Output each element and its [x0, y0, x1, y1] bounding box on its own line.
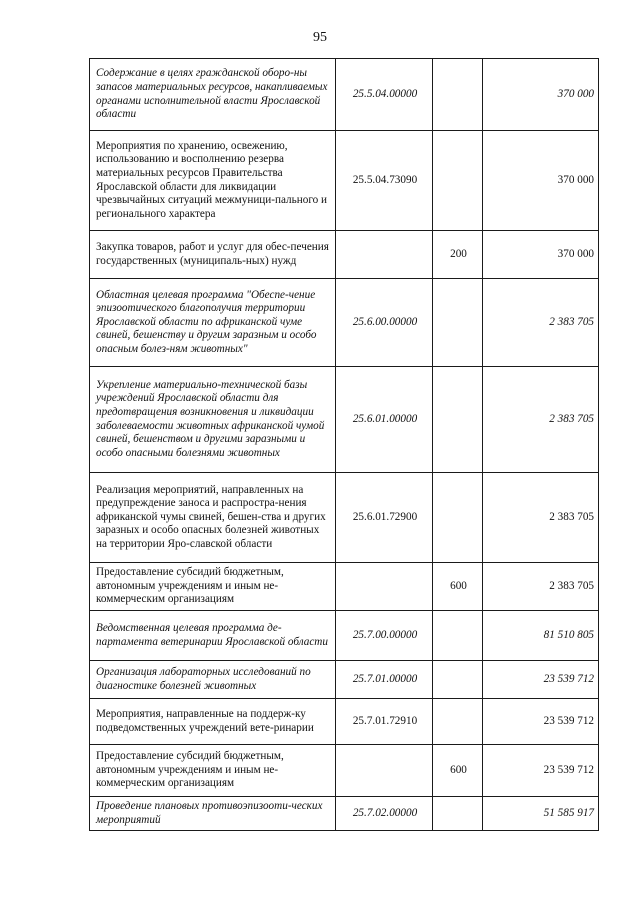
row-name: Областная целевая программа "Обеспе-чение эпизоотического благополучия территории Ярославской области по африканской чуме свиней, бешенству и другим заразным и особо опасным болез-ням животных"	[90, 279, 336, 367]
row-expense-type	[433, 699, 483, 745]
table-row	[90, 661, 599, 699]
table-row	[90, 473, 599, 563]
row-amount: 81 510 805	[483, 611, 599, 661]
table-row	[90, 797, 599, 831]
row-amount: 2 383 705	[483, 563, 599, 611]
row-target-code	[336, 563, 433, 611]
row-target-code: 25.6.01.00000	[336, 367, 433, 473]
row-amount: 2 383 705	[483, 473, 599, 563]
row-name: Ведомственная целевая программа де-партамента ветеринарии Ярославской области	[90, 611, 336, 661]
row-target-code: 25.7.02.00000	[336, 797, 433, 831]
row-expense-type	[433, 367, 483, 473]
row-target-code	[336, 745, 433, 797]
table-row	[90, 131, 599, 231]
row-expense-type	[433, 661, 483, 699]
row-target-code: 25.7.01.00000	[336, 661, 433, 699]
row-name: Проведение плановых противоэпизооти-ческих мероприятий	[90, 797, 336, 831]
budget-table	[89, 58, 599, 831]
table-row	[90, 563, 599, 611]
row-amount: 2 383 705	[483, 279, 599, 367]
table-row	[90, 59, 599, 131]
row-target-code: 25.6.00.00000	[336, 279, 433, 367]
row-target-code: 25.6.01.72900	[336, 473, 433, 563]
table-row	[90, 745, 599, 797]
row-name: Организация лабораторных исследований по диагностике болезней животных	[90, 661, 336, 699]
table-row	[90, 279, 599, 367]
row-expense-type	[433, 279, 483, 367]
row-amount: 23 539 712	[483, 745, 599, 797]
row-target-code: 25.5.04.00000	[336, 59, 433, 131]
table-row	[90, 699, 599, 745]
row-amount: 370 000	[483, 231, 599, 279]
row-expense-type	[433, 797, 483, 831]
row-name: Укрепление материально-технической базы учреждений Ярославской области для предотвращения возникновения и ликвидации заболеваемости животных африканской чумой свиней, бешенством и другими заразными и особо опасными болезнями животных	[90, 367, 336, 473]
row-expense-type	[433, 59, 483, 131]
row-amount: 2 383 705	[483, 367, 599, 473]
row-name: Реализация мероприятий, направленных на предупреждение заноса и распростра-нения африканской чумы свиней, бешен-ства и других заразных и особо опасных болезней животных на территории Яро-славской области	[90, 473, 336, 563]
table-row	[90, 231, 599, 279]
row-expense-type: 200	[433, 231, 483, 279]
row-name: Предоставление субсидий бюджетным, автономным учреждениям и иным не-коммерческим организациям	[90, 745, 336, 797]
row-expense-type	[433, 131, 483, 231]
row-target-code: 25.5.04.73090	[336, 131, 433, 231]
row-amount: 370 000	[483, 59, 599, 131]
row-name: Содержание в целях гражданской оборо-ны запасов материальных ресурсов, накапливаемых органами исполнительной власти Ярославской области	[90, 59, 336, 131]
page-number: 95	[313, 30, 327, 45]
table-row	[90, 611, 599, 661]
row-amount: 51 585 917	[483, 797, 599, 831]
row-expense-type	[433, 473, 483, 563]
row-name: Мероприятия, направленные на поддерж-ку подведомственных учреждений вете-ринарии	[90, 699, 336, 745]
row-expense-type: 600	[433, 563, 483, 611]
row-expense-type	[433, 611, 483, 661]
row-amount: 370 000	[483, 131, 599, 231]
row-target-code: 25.7.01.72910	[336, 699, 433, 745]
row-name: Закупка товаров, работ и услуг для обес-печения государственных (муниципаль-ных) нужд	[90, 231, 336, 279]
row-expense-type: 600	[433, 745, 483, 797]
row-name: Предоставление субсидий бюджетным, автономным учреждениям и иным не-коммерческим организациям	[90, 563, 336, 611]
row-name: Мероприятия по хранению, освежению, использованию и восполнению резерва материальных ресурсов Правительства Ярославской области для ликвидации чрезвычайных ситуаций межмуници-пального и регионального характера	[90, 131, 336, 231]
row-amount: 23 539 712	[483, 699, 599, 745]
row-target-code	[336, 231, 433, 279]
row-amount: 23 539 712	[483, 661, 599, 699]
table-row	[90, 367, 599, 473]
row-target-code: 25.7.00.00000	[336, 611, 433, 661]
